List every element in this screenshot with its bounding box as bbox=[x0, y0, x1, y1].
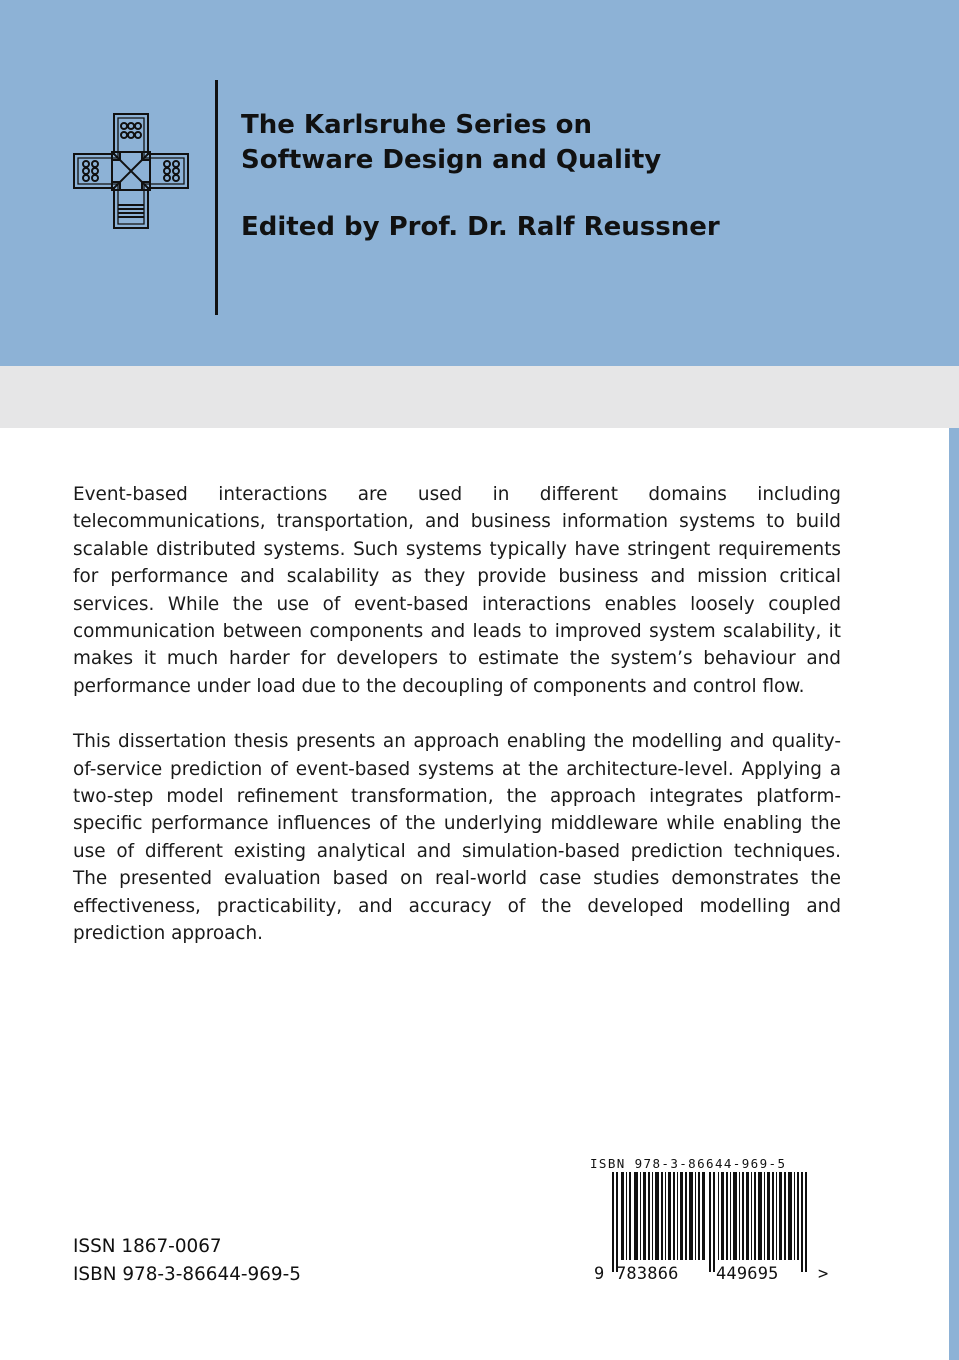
series-logo-icon bbox=[72, 112, 190, 230]
barcode-bars-icon bbox=[588, 1172, 838, 1272]
right-edge-strip bbox=[949, 428, 959, 1360]
grey-band bbox=[0, 366, 959, 428]
barcode-top-label: ISBN 978-3-86644-969-5 bbox=[590, 1156, 787, 1171]
abstract bbox=[73, 481, 841, 976]
series-title-line-2: Software Design and Quality bbox=[241, 145, 662, 175]
abstract-paragraph-2: This dissertation thesis presents an approach enabling the modelling and quality-of-service prediction of event-based systems at the architecture-level. Applying a two-step model refinement transformation, the approach integrates platform-specific performance influences of the underlying middleware while enabling the use of different existing analytical and simulation-based prediction techniques. The presented evaluation based on real-world case studies demonstrates the effectiveness, practicability, and accuracy of the developed modelling and prediction approach. bbox=[73, 731, 841, 945]
title-divider-line bbox=[215, 80, 218, 315]
barcode-group-2: 449695 bbox=[716, 1264, 779, 1284]
barcode-group-1: 783866 bbox=[616, 1264, 679, 1284]
series-title-line-1: The Karlsruhe Series on bbox=[241, 110, 592, 140]
series-title bbox=[241, 108, 861, 178]
isbn-barcode bbox=[588, 1156, 838, 1288]
barcode-tail-marker: > bbox=[818, 1264, 829, 1284]
series-editor: Edited by Prof. Dr. Ralf Reussner bbox=[241, 212, 720, 242]
barcode-lead-digit: 9 bbox=[594, 1264, 605, 1284]
isbn-text: ISBN 978-3-86644-969-5 bbox=[73, 1264, 301, 1285]
abstract-paragraph-1: Event-based interactions are used in different domains including telecommunications, transportation, and business information systems to build scalable distributed systems. Such systems typically have stringent requirements for performance and scalability as they provide business and mission critical services. While the use of event-based interactions enables loosely coupled communication between components and leads to improved system scalability, it makes it much harder for developers to estimate the system’s behaviour and performance under load due to the decoupling of components and control flow. bbox=[73, 484, 841, 697]
issn-text: ISSN 1867-0067 bbox=[73, 1236, 222, 1257]
identifier-block bbox=[73, 1233, 301, 1289]
